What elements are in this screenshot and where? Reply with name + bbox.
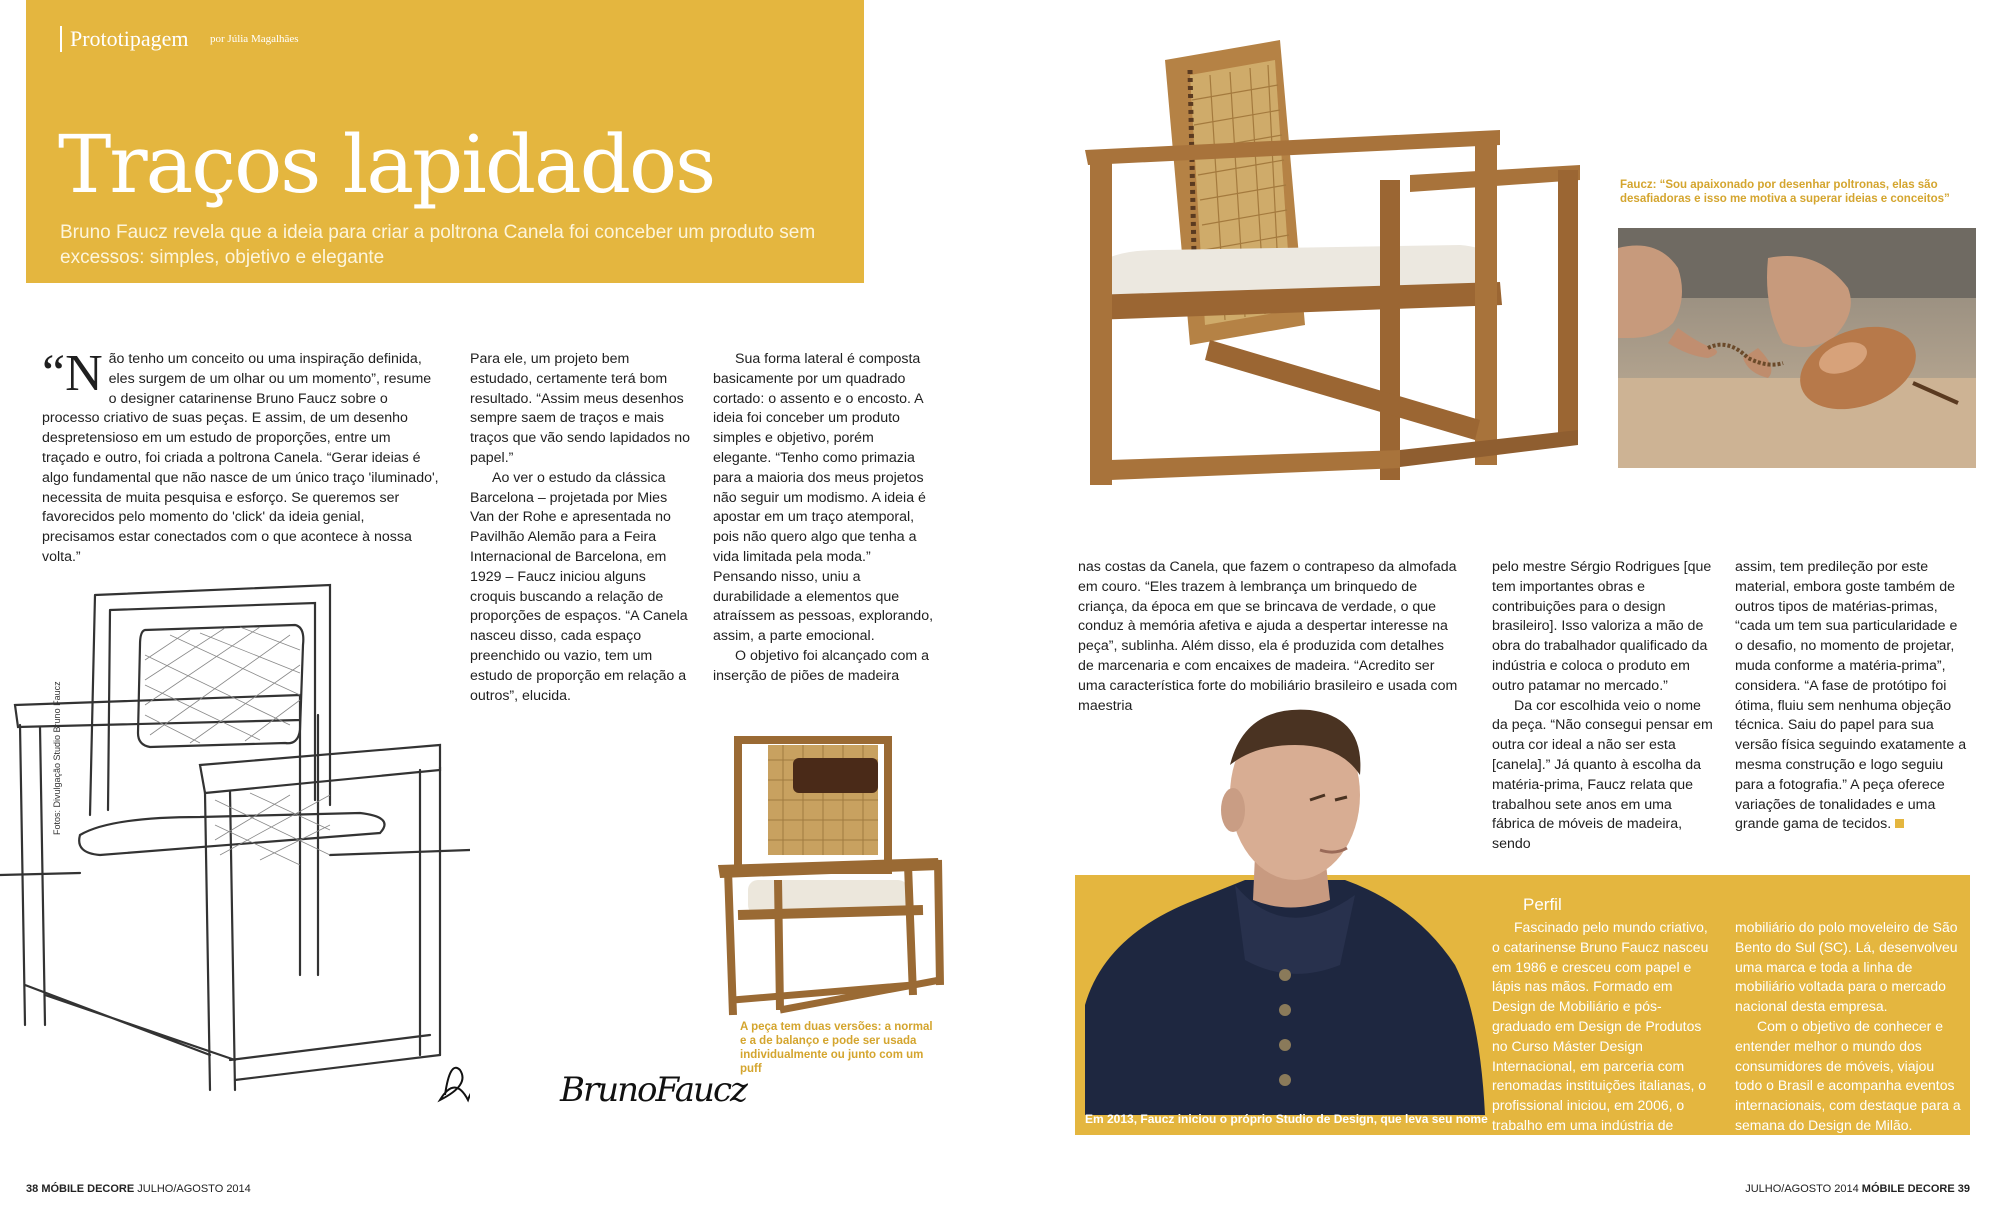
issue-date: JULHO/AGOSTO 2014 — [137, 1183, 251, 1195]
drop-cap: “N — [42, 345, 103, 402]
profile-column-2 — [1735, 918, 1965, 1136]
paragraph: Da cor escolhida veio o nome da peça. “Não consegui pensar em outra cor ideal a não ser esta [canela].” Já quanto à escolha da matéria-prima, Faucz relata que trabalhou sete anos em uma fábrica de móveis de madeira, sendo — [1492, 697, 1713, 853]
versions-caption: A peça tem duas versões: a normal e a de balanço e pode ser usada individualmente ou junto com um puff — [740, 1021, 933, 1075]
magazine-name: MÓBILE DECORE — [1861, 1183, 1955, 1195]
body-column-1 — [42, 345, 440, 568]
chair-sketch — [0, 555, 470, 1115]
end-mark — [1895, 819, 1904, 828]
issue-date: JULHO/AGOSTO 2014 — [1745, 1183, 1859, 1195]
body-column-2 — [470, 350, 692, 706]
magazine-name: MÓBILE DECORE — [41, 1183, 135, 1195]
body-column-3 — [713, 350, 935, 687]
paragraph: Sua forma lateral é composta basicamente por um quadrado cortado: o assento e o encosto. A ideia foi conceber um produto simples e objetivo, porém elegante. “Tenho como primazia para a maioria dos meus projetos não seguir um modismo. A ideia é apostar em um traço atemporal, pois não quero algo que tenha a vida limitada pela moda.” Pensando nisso, uniu a durabilidade a elementos que atraíssem as pessoas, explorando, assim, a parte emocional. — [713, 351, 934, 645]
profile-column-1 — [1492, 918, 1712, 1136]
paragraph: Fascinado pelo mundo criativo, o catarinense Bruno Faucz nasceu em 1986 e cresceu com papel e lápis nas mãos. Formado em Design de Mobiliário e pós-graduado em Design de Produtos no Curso Máster Design Internacional, em parceria com renomadas instituições italianas, o profissional iniciou, em 2006, o trabalho em uma indústria de — [1492, 919, 1709, 1133]
paragraph: Com o objetivo de conhecer e entender melhor o mundo dos consumidores de móveis, viajou todo o Brasil e acompanha eventos internacionais, com destaque para a semana do Design de Milão. — [1735, 1017, 1961, 1133]
article-lead: Bruno Faucz revela que a ideia para criar a poltrona Canela foi conceber um produto sem excessos: simples, objetivo e elegante — [60, 222, 816, 268]
designer-portrait — [1085, 705, 1485, 1115]
quote-caption: Faucz: “Sou apaixonado por desenhar poltronas, elas são desafiadoras e isso me motiva a superar ideias e conceitos” — [1620, 179, 1950, 205]
footer-left — [26, 1183, 251, 1195]
photo-credit: Fotos: Divulgação Studio Bruno Faucz — [52, 681, 62, 835]
chair-photo-small — [708, 730, 968, 1020]
paragraph: mobiliário do polo moveleiro de São Bento do Sul (SC). Lá, desenvolveu uma marca e toda a linha de mobiliário voltada para o mercado nacional desta empresa. — [1735, 919, 1958, 1015]
article-title: Traços lapidados — [58, 118, 715, 211]
profile-heading: Perfil — [1523, 895, 1562, 914]
footer-right — [1745, 1183, 1970, 1195]
body-column-6 — [1735, 558, 1967, 835]
section-label: Prototipagem — [60, 26, 189, 52]
paragraph: nas costas da Canela, que fazem o contrapeso da almofada em couro. “Eles trazem à lembrança um brinquedo de criança, da época em que se brincava de verdade, o que conduz à memória afetiva e ajuda a despertar interesse na peça”, sublinha. Além disso, ela é produzida com detalhes de marcenaria e com encaixes de madeira. “Acredito ser uma característica forte do mobiliário brasileiro e usada com maestria — [1078, 559, 1458, 714]
designer-signature: BrunoFaucz — [560, 1070, 746, 1110]
paragraph: Para ele, um projeto bem estudado, certamente terá bom resultado. “Assim meus desenhos sempre saem de traços e mais traços que vão sendo lapidados no papel.” — [470, 351, 691, 466]
body-column-5 — [1492, 558, 1717, 855]
page-number: 38 — [26, 1183, 39, 1195]
body-column-4 — [1078, 558, 1463, 716]
paragraph: Ao ver o estudo da clássica Barcelona – projetada por Mies Van der Rohe e apresentada no Pavilhão Alemão para a Feira Internacional de Barcelona, em 1929 – Faucz iniciou alguns croquis buscando a relação de proporções de espaços. “A Canela nasceu disso, cada espaço preenchido ou vazio, tem um estudo de proporção em relação a outros”, elucida. — [470, 469, 688, 704]
paragraph: assim, tem predileção por este material, embora goste também de outros tipos de matérias-primas, “cada um tem sua particularidade e o desafio, no momento de projetar, muda conforme a matéria-prima”, considera. “A fase de protótipo foi ótima, fluiu sem nenhuma objeção técnica. Saiu do papel para sua versão física seguindo exatamente a mesma construção e logo seguiu para a fotografia.” A peça oferece variações de tonalidades e uma grande gama de tecidos. — [1735, 559, 1967, 833]
paragraph: O objetivo foi alcançado com a inserção de piões de madeira — [713, 647, 930, 684]
chair-photo-large — [1080, 20, 1590, 510]
hands-photo — [1618, 228, 1976, 468]
page-number: 39 — [1957, 1183, 1970, 1195]
paragraph: pelo mestre Sérgio Rodrigues [que tem importantes obras e contribuições para o design brasileiro]. Isso valoriza a mão de obra do trabalhador qualificado da indústria e coloca o produto em outro patamar no mercado.” — [1492, 559, 1712, 694]
paragraph: ão tenho um conceito ou uma inspiração definida, eles surgem de um olhar ou um momento”, resume o designer catarinense Bruno Faucz sobre o processo criativo de suas peças. E assim, de um desenho despretensioso em um estudo de proporções, entre um traçado e outro, foi criada a poltrona Canela. “Gerar ideias é algo fundamental que não nasce de um único traço 'iluminado', necessita de muita pesquisa e esforço. Se queremos ser favorecidos pelo momento do 'click' da ideia genial, precisamos estar conectados com o que acontece à nossa volta.” — [42, 351, 439, 565]
byline: por Júlia Magalhães — [210, 33, 299, 45]
portrait-caption: Em 2013, Faucz iniciou o próprio Studio de Design, que leva seu nome — [1085, 1112, 1488, 1126]
